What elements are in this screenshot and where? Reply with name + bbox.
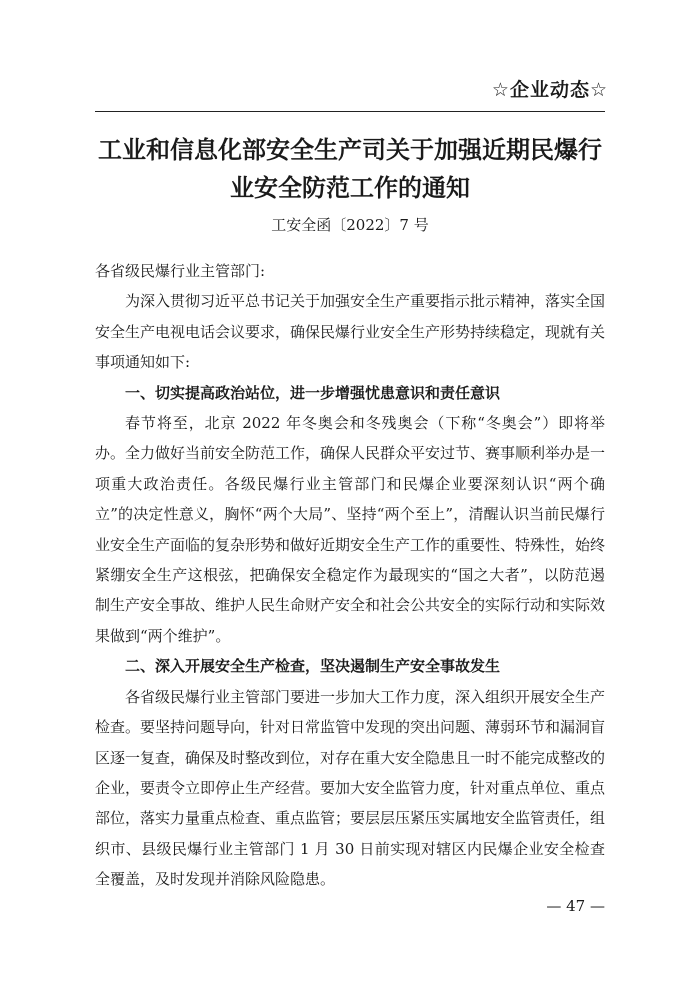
article-title-line-1: 工业和信息化部安全生产司关于加强近期民爆行 [98,136,602,164]
section-paragraph-1: 春节将至，北京 2022 年冬奥会和冬残奥会（下称“冬奥会”）即将举办。全力做好当前安全防范工作，确保人民群众平安过节、赛事顺利举办是一项重大政治责任。各级民爆行业主管部门和民爆企业要深刻认识“两个确立”的决定性意义，胸怀“两个大局”、坚持“两个至上”，清醒认识当前民爆行业安全生产面临的复杂形势和做好近期安全生产工作的重要性、特殊性，始终紧绷安全生产这根弦，把确保安全稳定作为最现实的“国之大者”，以防范遏制生产安全事故、维护人民生命财产安全和社会公共安全的实际行动和实际效果做到“两个维护”。 [95,414,606,645]
salutation: 各省级民爆行业主管部门: [95,262,266,280]
article-title-line-2: 业安全防范工作的通知 [230,174,470,202]
section-paragraph-2: 各省级民爆行业主管部门要进一步加大工作力度，深入组织开展安全生产检查。要坚持问题导向，针对日常监管中发现的突出问题、薄弱环节和漏洞盲区逐一复查，确保及时整改到位，对存在重大安全隐患且一时不能完成整改的企业，要责令立即停止生产经营。要加大安全监管力度，针对重点单位、重点部位，落实力量重点检查、重点监管；要层层压紧压实属地安全监管责任，组织市、县级民爆行业主管部门 1 月 30 日前实现对辖区内民爆企业安全检查全覆盖，及时发现并消除风险隐患。 [95,687,606,889]
intro-paragraph: 为深入贯彻习近平总书记关于加强安全生产重要指示批示精神，落实全国安全生产电视电话会议要求，确保民爆行业安全生产形势持续稳定，现就有关事项通知如下: [95,292,606,372]
section-heading-2: 二、深入开展安全生产检查，坚决遏制生产安全事故发生 [125,657,501,676]
document-number: 工安全函〔2022〕7 号 [271,216,429,234]
article-body [95,256,605,895]
article-title [95,131,605,207]
section-tag: ☆企业动态☆ [491,79,608,101]
section-heading-1: 一、切实提高政治站位，进一步增强忧患意识和责任意识 [125,383,501,402]
page-number: — 47 — [546,897,605,915]
header-divider [95,111,605,112]
